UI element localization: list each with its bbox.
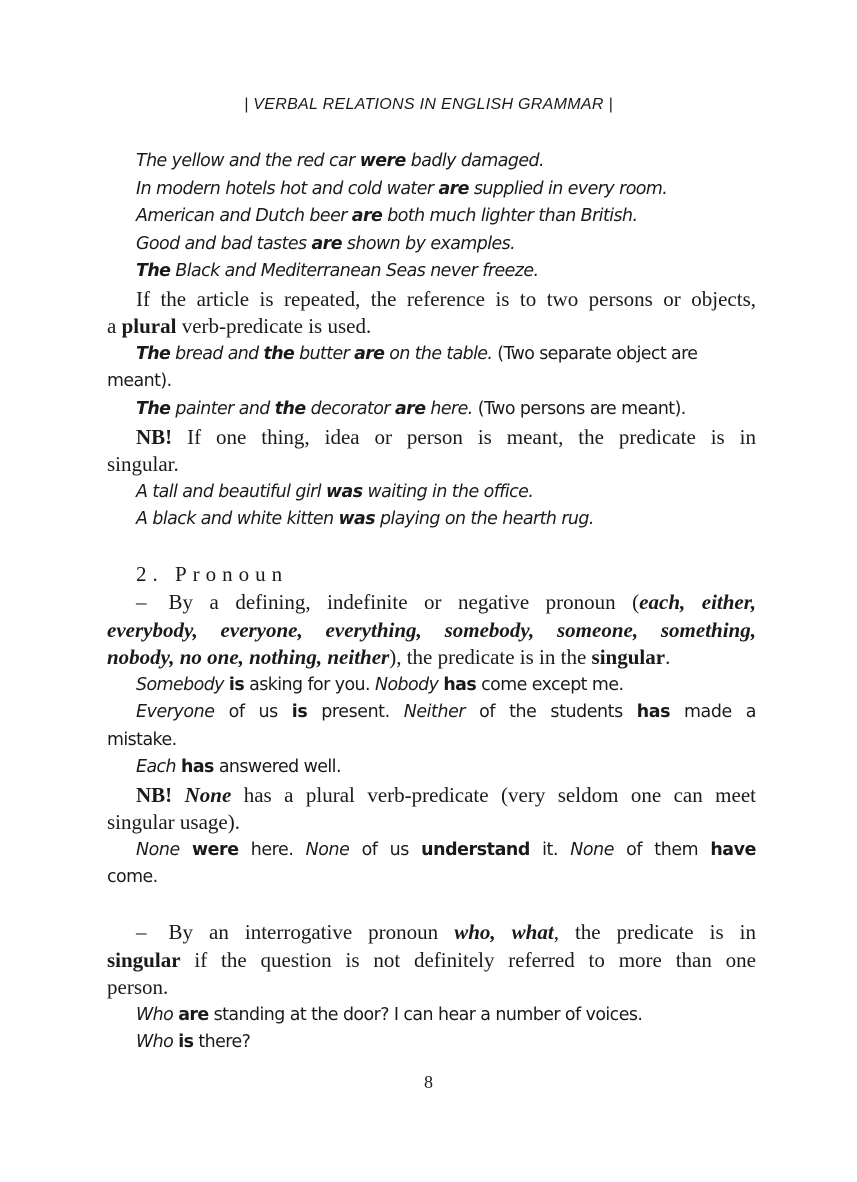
running-header: | VERBAL RELATIONS IN ENGLISH GRAMMAR | bbox=[244, 96, 613, 113]
example-sentence: mistake. bbox=[107, 730, 177, 750]
example-sentence: A tall and beautiful girl was waiting in the office. bbox=[136, 482, 534, 502]
example-sentence: Who are standing at the door? I can hear a number of voices. bbox=[136, 1005, 643, 1025]
rule-paragraph: – By an interrogative pronoun who, what, the predicate is in bbox=[136, 920, 756, 944]
example-sentence: The Black and Mediterranean Seas never freeze. bbox=[136, 261, 539, 281]
nb-note: singular usage). bbox=[107, 810, 240, 834]
example-sentence: The yellow and the red car were badly damaged. bbox=[136, 151, 545, 171]
example-sentence: meant). bbox=[107, 371, 172, 391]
rule-paragraph: nobody, no one, nothing, neither), the predicate is in the singular. bbox=[107, 645, 671, 669]
nb-note: NB! If one thing, idea or person is meant, the predicate is in bbox=[136, 425, 756, 449]
example-sentence: come. bbox=[107, 867, 158, 887]
rule-paragraph: person. bbox=[107, 975, 169, 999]
example-sentence: American and Dutch beer are both much lighter than British. bbox=[136, 206, 638, 226]
example-sentence: Somebody is asking for you. Nobody has come except me. bbox=[136, 675, 624, 695]
nb-note: singular. bbox=[107, 452, 179, 476]
example-sentence: Who is there? bbox=[136, 1032, 251, 1052]
example-sentence: Everyone of us is present. Neither of the students has made a bbox=[136, 702, 756, 722]
example-sentence: A black and white kitten was playing on the hearth rug. bbox=[136, 509, 594, 529]
rule-paragraph: If the article is repeated, the reference is to two persons or objects, bbox=[136, 287, 756, 311]
example-sentence: None were here. None of us understand it. None of them have bbox=[136, 840, 756, 860]
rule-paragraph: singular if the question is not definitely referred to more than one bbox=[107, 948, 756, 972]
example-sentence: Each has answered well. bbox=[136, 757, 341, 777]
example-sentence: In modern hotels hot and cold water are supplied in every room. bbox=[136, 179, 668, 199]
page-number: 8 bbox=[424, 1072, 433, 1092]
example-sentence: Good and bad tastes are shown by examples. bbox=[136, 234, 516, 254]
example-sentence: The bread and the butter are on the table. (Two separate object are bbox=[136, 344, 698, 364]
example-sentence: The painter and the decorator are here. (Two persons are meant). bbox=[136, 399, 686, 419]
rule-paragraph: a plural verb-predicate is used. bbox=[107, 314, 372, 338]
section-heading: 2. Pronoun bbox=[136, 562, 289, 586]
nb-note: NB! None has a plural verb-predicate (very seldom one can meet bbox=[136, 783, 756, 807]
rule-paragraph: everybody, everyone, everything, somebody, someone, something, bbox=[107, 618, 756, 642]
rule-paragraph: – By a defining, indefinite or negative pronoun (each, either, bbox=[136, 590, 756, 614]
